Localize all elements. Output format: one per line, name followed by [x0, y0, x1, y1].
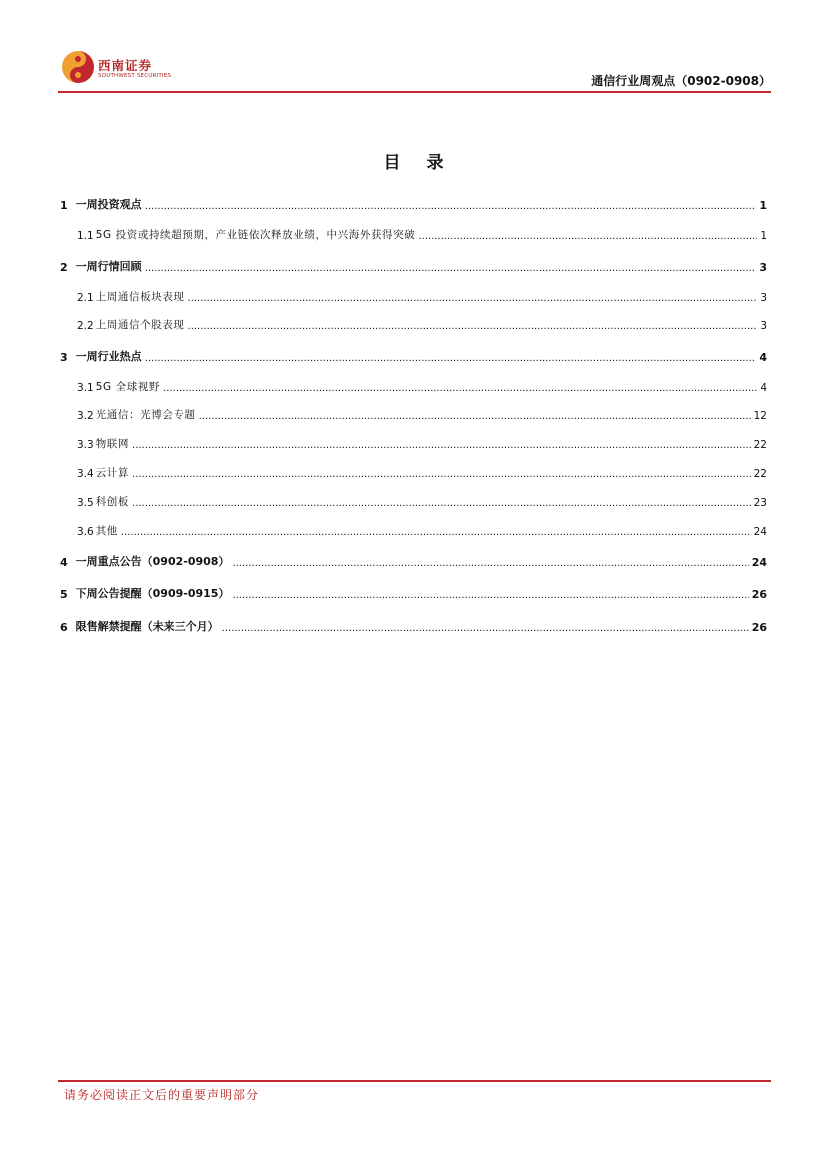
toc-dot-leader: [163, 380, 757, 394]
toc-entry-page: 1: [760, 230, 767, 242]
toc-entry-number: 3: [60, 351, 68, 364]
toc-entry-label: 物联网: [95, 438, 130, 450]
toc-entry-number: 4: [60, 556, 68, 569]
toc-entry-number: 2.1: [77, 292, 94, 304]
toc-entry-page: 26: [751, 621, 767, 634]
toc-entry[interactable]: [77, 404, 767, 422]
toc-entry-number: 3.1: [77, 382, 94, 394]
toc-entry-number: 3.4: [77, 468, 94, 480]
logo-chinese-name: 西南证券: [98, 58, 153, 73]
toc-entry[interactable]: [60, 551, 767, 569]
toc-entry-number: 1: [60, 199, 68, 212]
toc-entry-page: 3: [760, 320, 767, 332]
toc-dot-leader: [145, 260, 757, 274]
toc-entry-number: 3.3: [77, 439, 94, 451]
toc-entry-number: 6: [60, 621, 68, 634]
toc-entry[interactable]: [77, 433, 767, 451]
toc-entry[interactable]: [60, 583, 767, 601]
toc-entry-page: 12: [753, 410, 767, 422]
toc-dot-leader: [232, 587, 748, 601]
toc-dot-leader: [132, 437, 751, 451]
toc-entry-label: 云计算: [95, 467, 130, 479]
toc-entry-number: 3.2: [77, 410, 94, 422]
toc-entry[interactable]: [60, 194, 767, 212]
toc-dot-leader: [188, 290, 758, 304]
toc-dot-leader: [232, 555, 748, 569]
toc-entry[interactable]: [60, 616, 767, 634]
toc-entry-page: 3: [760, 292, 767, 304]
disclaimer-note: 请务必阅读正文后的重要声明部分: [64, 1088, 260, 1102]
toc-dot-leader: [418, 228, 757, 242]
company-logo: [58, 48, 178, 88]
toc-entry[interactable]: [77, 491, 767, 509]
toc-dot-leader: [132, 466, 751, 480]
header-divider: [58, 91, 771, 93]
toc-dot-leader: [199, 408, 751, 422]
toc-entry-label: 一周重点公告（0902-0908）: [75, 555, 230, 568]
toc-entry-label: 5G 投资或持续超预期，产业链依次释放业绩，中兴海外获得突破: [95, 229, 416, 241]
toc-entry-label: 限售解禁提醒（未来三个月）: [75, 620, 219, 633]
toc-entry-page: 24: [751, 556, 767, 569]
toc-entry-page: 22: [753, 439, 767, 451]
toc-dot-leader: [132, 495, 751, 509]
toc-heading: 目 录: [383, 153, 454, 173]
toc-entry-number: 3.5: [77, 497, 94, 509]
toc-dot-leader: [145, 198, 757, 212]
toc-entry-page: 4: [759, 351, 767, 364]
toc-entry-page: 3: [759, 261, 767, 274]
toc-entry-page: 26: [751, 588, 767, 601]
toc-entry-number: 2: [60, 261, 68, 274]
toc-entry[interactable]: [77, 462, 767, 480]
toc-entry-label: 上周通信个股表现: [95, 319, 185, 331]
toc-entry-page: 1: [759, 199, 767, 212]
toc-entry-label: 一周投资观点: [75, 198, 142, 211]
toc-entry-page: 23: [753, 497, 767, 509]
toc-entry-number: 3.6: [77, 526, 94, 538]
toc-dot-leader: [188, 318, 758, 332]
toc-entry-label: 5G 全球视野: [95, 381, 161, 393]
toc-entry[interactable]: [77, 314, 767, 332]
toc-entry[interactable]: [77, 224, 767, 242]
toc-entry[interactable]: [60, 256, 767, 274]
toc-entry-label: 下周公告提醒（0909-0915）: [75, 587, 230, 600]
toc-entry[interactable]: [77, 376, 767, 394]
toc-entry[interactable]: [77, 520, 767, 538]
toc-entry[interactable]: [77, 286, 767, 304]
logo-emblem-icon: [61, 50, 95, 84]
toc-dot-leader: [145, 350, 757, 364]
toc-dot-leader: [222, 620, 749, 634]
toc-entry-label: 一周行情回顾: [75, 260, 142, 273]
toc-entry-page: 24: [753, 526, 767, 538]
toc-entry-label: 一周行业热点: [75, 350, 142, 363]
toc-entry-label: 光通信：光博会专题: [95, 409, 196, 421]
logo-english-name: SOUTHWEST SECURITIES: [98, 73, 172, 79]
toc-entry-number: 5: [60, 588, 68, 601]
toc-entry-number: 1.1: [77, 230, 94, 242]
footer-divider: [58, 1080, 771, 1082]
toc-entry[interactable]: [60, 346, 767, 364]
toc-entry-number: 2.2: [77, 320, 94, 332]
toc-entry-page: 4: [760, 382, 767, 394]
report-title: 通信行业周观点（0902-0908）: [591, 74, 771, 88]
toc-entry-label: 上周通信板块表现: [95, 291, 185, 303]
toc-entry-label: 其他: [95, 525, 118, 537]
toc-entry-label: 科创板: [95, 496, 130, 508]
page-header: [58, 48, 771, 92]
toc-entry-page: 22: [753, 468, 767, 480]
toc-dot-leader: [121, 524, 751, 538]
